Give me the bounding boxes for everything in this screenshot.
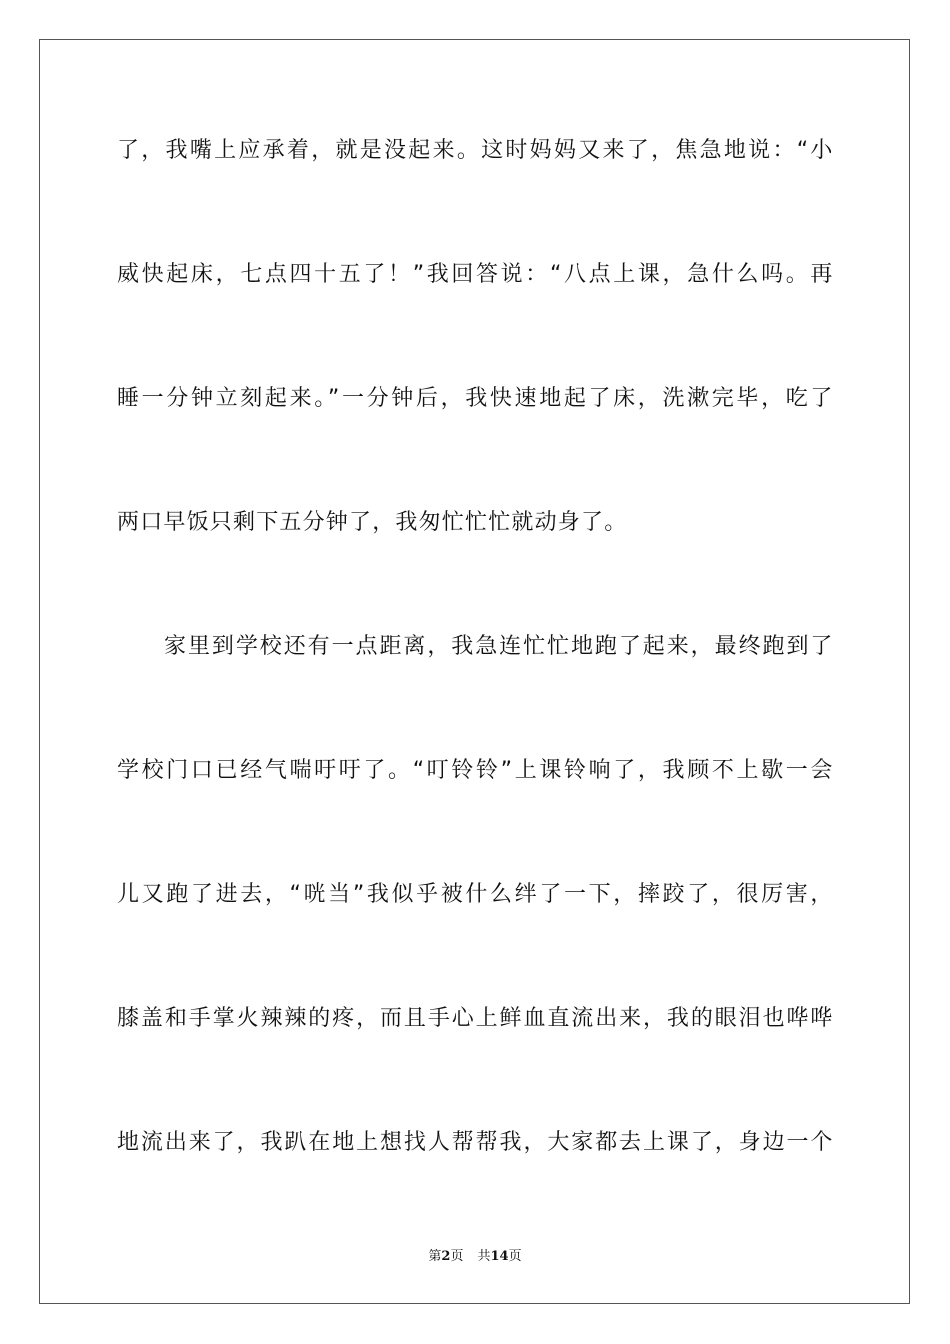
page-border — [39, 39, 910, 1304]
page-number-footer — [0, 1245, 950, 1264]
total-prefix: 共 — [477, 1249, 491, 1264]
text-line: 膝盖和手掌火辣辣的疼，而且手心上鲜血直流出来，我的眼泪也哗哗 — [117, 1006, 833, 1031]
text-line: 睡一分钟立刻起来。”一分钟后，我快速地起了床，洗漱完毕，吃了 — [117, 386, 833, 411]
text-line: 两口早饭只剩下五分钟了，我匆忙忙忙就动身了。 — [117, 510, 628, 535]
page-suffix: 页 — [450, 1249, 464, 1264]
text-line: 儿又跑了进去，“咣当”我似乎被什么绊了一下，摔跤了，很厉害， — [117, 882, 833, 907]
text-line: 学校门口已经气喘吁吁了。“叮铃铃”上课铃响了，我顾不上歇一会 — [117, 758, 833, 783]
total-suffix: 页 — [508, 1249, 522, 1264]
text-line: 地流出来了，我趴在地上想找人帮帮我，大家都去上课了，身边一个 — [117, 1130, 833, 1155]
text-line: 家里到学校还有一点距离，我急连忙忙地跑了起来，最终跑到了 — [164, 634, 833, 659]
text-line: 了，我嘴上应承着，就是没起来。这时妈妈又来了，焦急地说：“小 — [117, 138, 833, 163]
page-number: 2 — [441, 1249, 451, 1264]
page-prefix: 第 — [428, 1249, 442, 1264]
text-line: 威快起床，七点四十五了！”我回答说：“八点上课，急什么吗。再 — [117, 262, 833, 287]
total-pages: 14 — [490, 1249, 509, 1264]
